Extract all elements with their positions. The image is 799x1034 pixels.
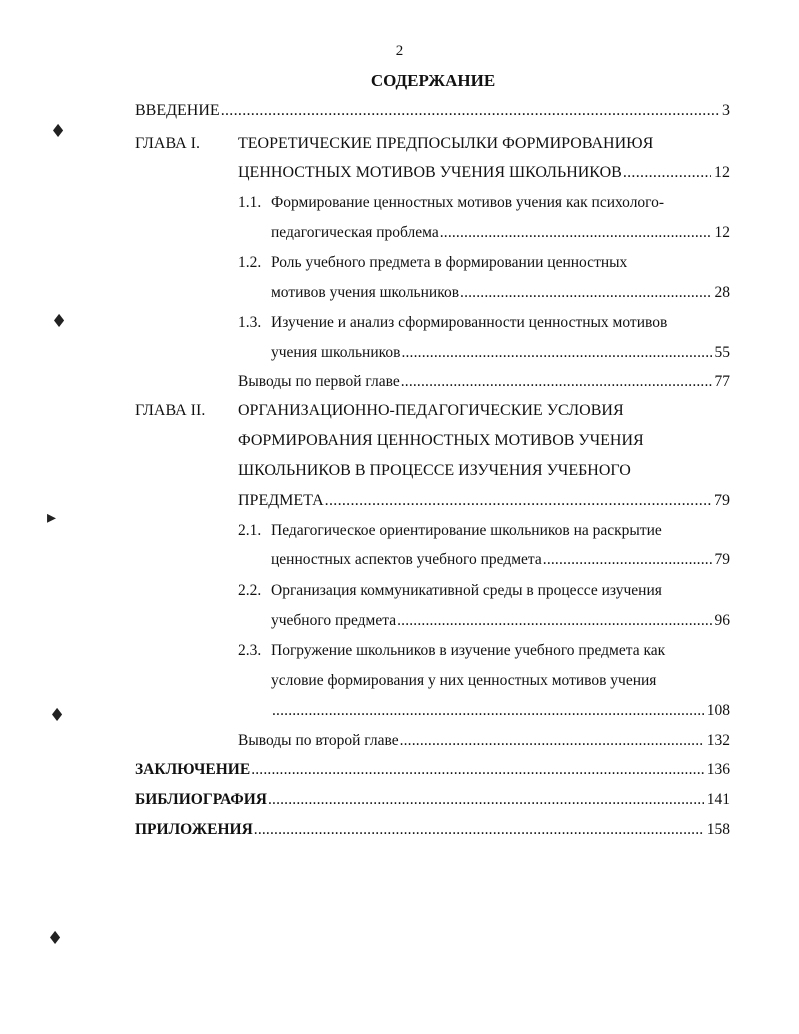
chapter-2-title-line[interactable]: ФОРМИРОВАНИЯ ЦЕННОСТНЫХ МОТИВОВ УЧЕНИЯ [238,432,644,449]
entry-label: ВВЕДЕНИЕ [135,102,220,119]
toc-entry-section-1-1[interactable] [271,222,730,244]
toc-entry-section-1-2[interactable] [271,282,730,304]
entry-page: 28 [714,284,730,301]
entry-label: ПРЕДМЕТА [238,492,324,509]
section-title-line[interactable]: Организация коммуникативной среды в процессе изучения [271,582,662,599]
entry-page: 12 [714,224,730,241]
chapter-2-title-line[interactable]: ШКОЛЬНИКОВ В ПРОЦЕССЕ ИЗУЧЕНИЯ УЧЕБНОГО [238,462,631,479]
toc-entry-appendices[interactable] [135,819,730,841]
toc-entry-bibliography[interactable] [135,789,730,811]
entry-label: Выводы по первой главе [238,373,400,390]
toc-entry-chapter-2-conclusions[interactable] [238,730,730,752]
margin-mark-icon: ♦ [50,121,67,142]
toc-entry-chapter-2[interactable] [238,490,730,512]
entry-label: ценностных аспектов учебного предмета [271,551,542,568]
section-title-line[interactable]: Педагогическое ориентирование школьников на раскрытие [271,522,662,539]
entry-page: 108 [706,702,730,719]
section-number: 2.1. [238,522,262,539]
margin-mark-icon: ▸ [47,507,57,528]
leader-dots [401,342,711,364]
entry-page: 77 [714,373,730,390]
entry-page: 132 [706,732,730,749]
section-title-line[interactable]: Роль учебного предмета в формировании ценностных [271,254,628,271]
entry-label: учения школьников [271,344,401,361]
leader-dots [254,819,704,841]
entry-page: 12 [714,164,730,181]
chapter-2-title-line[interactable]: ОРГАНИЗАЦИОННО-ПЕДАГОГИЧЕСКИЕ УСЛОВИЯ [238,402,624,419]
leader-dots [401,371,712,393]
leader-dots [268,789,704,811]
toc-entry-section-2-3[interactable] [271,700,730,722]
leader-dots [623,162,711,184]
section-title-line[interactable]: условие формирования у них ценностных мотивов учения [271,672,657,689]
toc-entry-section-2-1[interactable] [271,549,730,571]
entry-label: Выводы по второй главе [238,732,399,749]
entry-page: 79 [714,551,730,568]
entry-page: 79 [714,492,730,509]
chapter-1-label: ГЛАВА I. [135,135,200,152]
leader-dots [325,490,711,512]
entry-page: 158 [706,821,730,838]
toc-entry-section-1-3[interactable] [271,342,730,364]
entry-page: 55 [714,344,730,361]
leader-dots [272,700,704,722]
entry-label: педагогическая проблема [271,224,439,241]
entry-label: мотивов учения школьников [271,284,460,301]
leader-dots [221,100,719,122]
toc-entry-chapter-1-conclusions[interactable] [238,371,730,393]
margin-mark-icon: ♦ [47,928,64,949]
entry-page: 3 [722,102,730,119]
section-number: 1.2. [238,254,262,271]
leader-dots [460,282,711,304]
entry-label: ЦЕННОСТНЫХ МОТИВОВ УЧЕНИЯ ШКОЛЬНИКОВ [238,164,622,181]
entry-label: БИБЛИОГРАФИЯ [135,791,267,808]
leader-dots [440,222,712,244]
section-title-line[interactable]: Формирование ценностных мотивов учения как психолого- [271,194,665,211]
section-title-line[interactable]: Погружение школьников в изучение учебного предмета как [271,642,666,659]
toc-entry-chapter-1[interactable] [238,162,730,184]
entry-page: 141 [706,791,730,808]
toc-title: СОДЕРЖАНИЕ [370,71,496,90]
section-title-line[interactable]: Изучение и анализ сформированности ценностных мотивов [271,314,668,331]
entry-label: учебного предмета [271,612,397,629]
leader-dots [400,730,704,752]
entry-label: ПРИЛОЖЕНИЯ [135,821,253,838]
leader-dots [397,610,711,632]
page-number: 2 [395,43,404,59]
toc-entry-introduction[interactable] [135,100,730,122]
margin-mark-icon: ♦ [51,311,68,332]
leader-dots [543,549,712,571]
section-number: 1.1. [238,194,262,211]
section-number: 1.3. [238,314,262,331]
leader-dots [251,759,704,781]
entry-label: ЗАКЛЮЧЕНИЕ [135,761,251,778]
entry-page: 136 [706,761,730,778]
margin-mark-icon: ♦ [49,705,66,726]
toc-entry-conclusion[interactable] [135,759,730,781]
toc-entry-section-2-2[interactable] [271,610,730,632]
chapter-2-label: ГЛАВА II. [135,402,206,419]
section-number: 2.3. [238,642,262,659]
entry-page: 96 [714,612,730,629]
section-number: 2.2. [238,582,262,599]
chapter-1-title-line[interactable]: ТЕОРЕТИЧЕСКИЕ ПРЕДПОСЫЛКИ ФОРМИРОВАНИЮЯ [238,135,654,152]
